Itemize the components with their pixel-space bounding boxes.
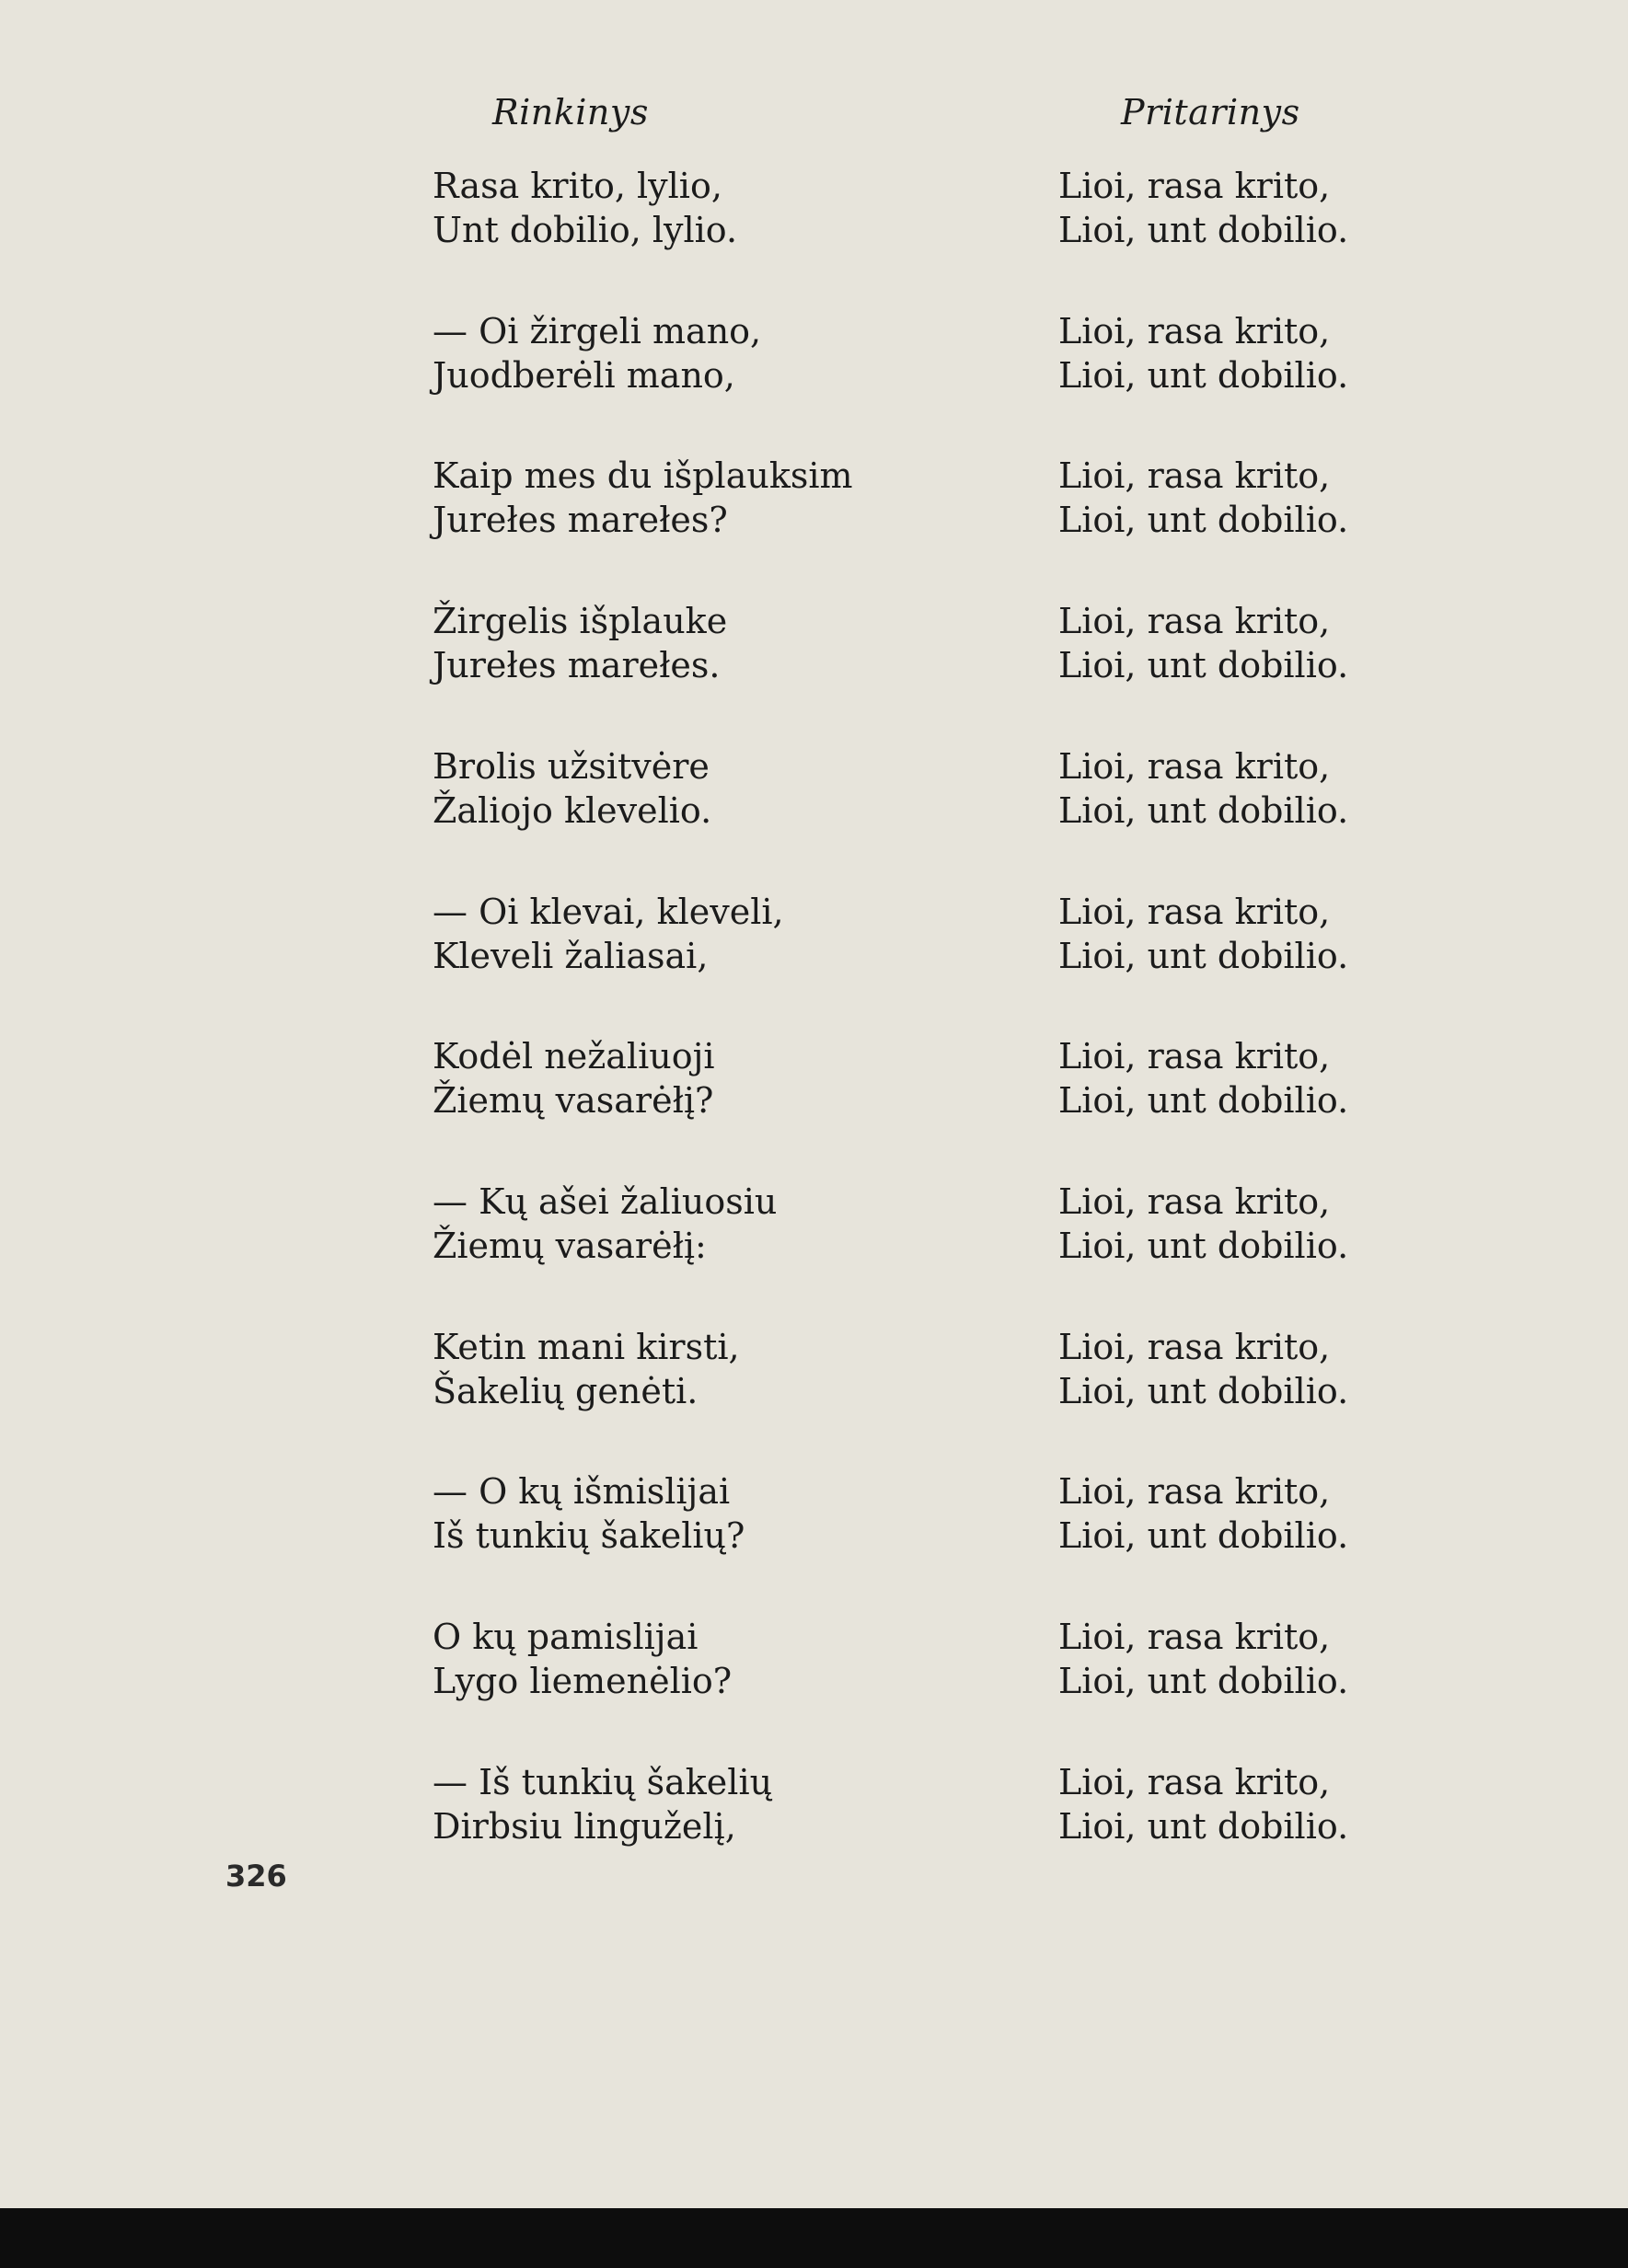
column-header-rinkinys: Rinkinys (492, 92, 649, 132)
verse-line: Lioi, unt dobilio. (1058, 1661, 1349, 1701)
verse-line: Brolis užsitvėre (433, 746, 710, 787)
verse-line: Lygo liemenėlio? (433, 1661, 733, 1701)
verse-line: Lioi, unt dobilio. (1058, 1080, 1349, 1121)
verse-line: Lioi, rasa krito, (1058, 311, 1331, 351)
pritarinys-stanza (1058, 599, 1348, 687)
pritarinys-stanza (1058, 1469, 1348, 1558)
verse-line: Lioi, unt dobilio. (1058, 1226, 1349, 1266)
verse-line: Lioi, unt dobilio. (1058, 500, 1349, 540)
page-number: 326 (225, 1859, 287, 1894)
verse-line: Žaliojo klevelio. (433, 790, 712, 831)
pritarinys-stanza (1058, 890, 1348, 978)
verse-line: Ketin mani kirsti, (433, 1327, 740, 1367)
verse-line: — Iš tunkių šakelių (433, 1762, 773, 1802)
verse-line: Lioi, rasa krito, (1058, 1617, 1331, 1657)
verse-line: — Kų ašei žaliuosiu (433, 1181, 778, 1222)
verse-line: Lioi, rasa krito, (1058, 1762, 1331, 1802)
verse-line: Kleveli žaliasai, (433, 936, 709, 976)
verse-line: Lioi, rasa krito, (1058, 1471, 1331, 1512)
rinkinys-stanza (433, 309, 761, 397)
verse-line: Lioi, rasa krito, (1058, 166, 1331, 206)
rinkinys-stanza (433, 1760, 772, 1848)
column-header-pritarinys: Pritarinys (1121, 92, 1300, 132)
verse-line: Lioi, unt dobilio. (1058, 210, 1349, 250)
verse-line: Lioi, rasa krito, (1058, 746, 1331, 787)
verse-line: Kaip mes du išplauksim (433, 455, 853, 496)
pritarinys-stanza (1058, 1615, 1348, 1703)
verse-line: Lioi, unt dobilio. (1058, 355, 1349, 396)
pritarinys-stanza (1058, 309, 1348, 397)
rinkinys-stanza (433, 599, 727, 687)
pritarinys-stanza (1058, 744, 1348, 833)
verse-line: Lioi, unt dobilio. (1058, 1515, 1349, 1556)
verse-line: Lioi, rasa krito, (1058, 601, 1331, 641)
rinkinys-stanza (433, 164, 737, 252)
verse-line: O kų pamislijai (433, 1617, 699, 1657)
rinkinys-stanza (433, 454, 853, 542)
pritarinys-stanza (1058, 164, 1348, 252)
verse-line: Lioi, unt dobilio. (1058, 645, 1349, 685)
verse-line: Lioi, unt dobilio. (1058, 1806, 1349, 1847)
verse-line: — Oi žirgeli mano, (433, 311, 762, 351)
verse-line: Jurełes marełes? (433, 500, 728, 540)
rinkinys-stanza (433, 890, 784, 978)
verse-line: Iš tunkių šakelių? (433, 1515, 745, 1556)
verse-line: Kodėl nežaliuoji (433, 1036, 715, 1076)
rinkinys-stanza (433, 1180, 777, 1268)
verse-line: Dirbsiu linguželį, (433, 1806, 736, 1847)
rinkinys-stanza (433, 1034, 715, 1122)
verse-line: Juodberėli mano, (433, 355, 735, 396)
verse-line: Lioi, unt dobilio. (1058, 790, 1349, 831)
rinkinys-stanza (433, 1469, 745, 1558)
verse-line: Lioi, rasa krito, (1058, 892, 1331, 932)
pritarinys-stanza (1058, 454, 1348, 542)
verse-line: Lioi, rasa krito, (1058, 1327, 1331, 1367)
verse-line: Žiemų vasarėłį: (433, 1226, 707, 1266)
verse-line: — Oi klevai, kleveli, (433, 892, 784, 932)
rinkinys-stanza (433, 744, 711, 833)
verse-line: Šakelių genėti. (433, 1371, 699, 1411)
verse-line: Žiemų vasarėłį? (433, 1080, 714, 1121)
pritarinys-stanza (1058, 1180, 1348, 1268)
verse-line: — O kų išmislijai (433, 1471, 731, 1512)
verse-line: Lioi, rasa krito, (1058, 455, 1331, 496)
pritarinys-stanza (1058, 1034, 1348, 1122)
verse-line: Jurełes marełes. (433, 645, 721, 685)
pritarinys-stanza (1058, 1760, 1348, 1848)
pritarinys-stanza (1058, 1325, 1348, 1413)
verse-line: Lioi, unt dobilio. (1058, 936, 1349, 976)
rinkinys-stanza (433, 1615, 732, 1703)
verse-line: Rasa krito, lylio, (433, 166, 722, 206)
verse-line: Lioi, rasa krito, (1058, 1036, 1331, 1076)
verse-line: Lioi, rasa krito, (1058, 1181, 1331, 1222)
verse-line: Unt dobilio, lylio. (433, 210, 738, 250)
verse-line: Lioi, unt dobilio. (1058, 1371, 1349, 1411)
rinkinys-stanza (433, 1325, 740, 1413)
scan-border (0, 2208, 1628, 2268)
verse-line: Žirgelis išplauke (433, 601, 728, 641)
